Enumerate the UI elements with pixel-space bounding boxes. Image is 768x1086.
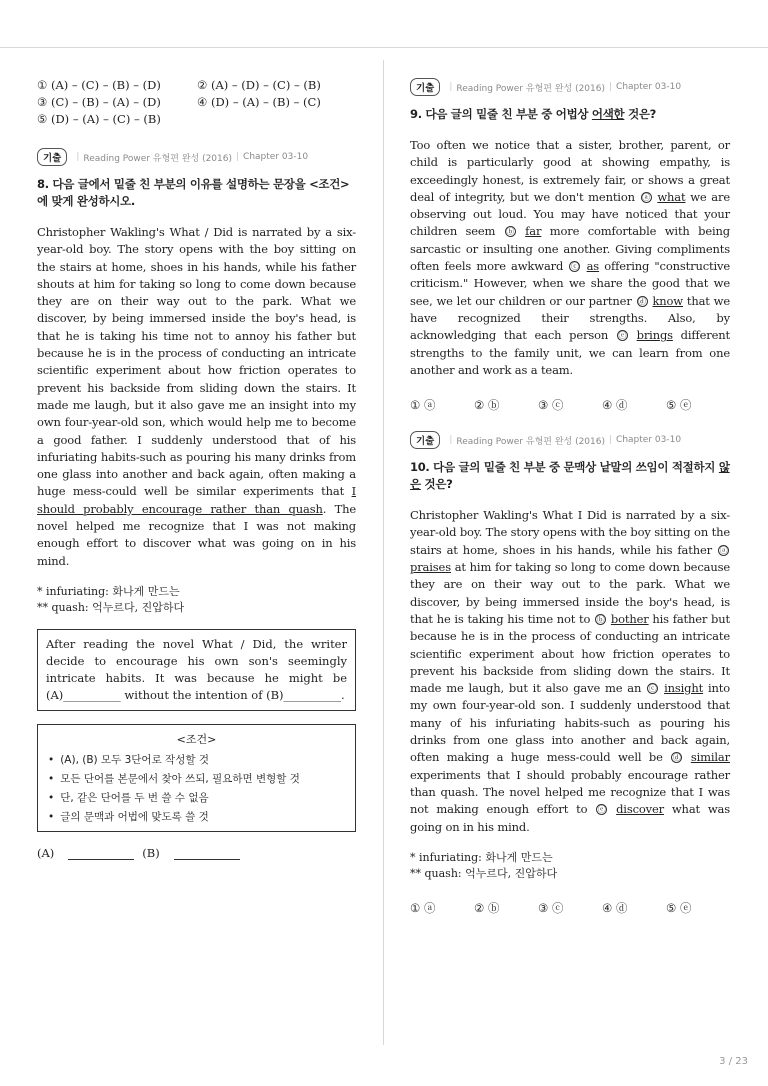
marker-d: ⓓ xyxy=(638,296,646,306)
marker-b: ⓑ xyxy=(596,614,605,624)
underlined-word: discover xyxy=(616,802,664,817)
past-exam-badge: 기출 xyxy=(410,431,440,449)
q8-passage: Christopher Wakling's What / Did is narrated by a six-year-old boy. The story opens with the boy sitting on the stairs at home, shoes in his hands, while his father shouts at him for taking so long to come down because they are on their way out to the park. What we discover, by being immersed inside the boy's head, is that he is taking his time not to annoy his father but because he is in the process of conducting an intricate scientific experiment about how friction operates to prevent his backside from sliding down the stairs. It made me laugh, but it also gave me an insight into my own four-year-old son, which would help me to become a good father. I suddenly understood that of his infuriating habits-such as pouring his many drinks from one glass into another and back again, often making a huge mess-could well be similar experiments that I should probably encourage rather than quash. The novel helped me recognize that I was not making enough effort to discover what was going on in his mind. xyxy=(37,225,356,568)
q8-meta: 기출 | Reading Power 유형편 완성 (2016) | Chapter 03-10 xyxy=(37,148,356,166)
choice-3[interactable]: ③ ⓒ xyxy=(538,398,564,413)
marker-b: ⓑ xyxy=(506,227,515,237)
header-rule xyxy=(0,47,768,48)
marker-c: ⓒ xyxy=(570,262,579,272)
choice-2[interactable]: ② ⓑ xyxy=(474,900,500,915)
underlined-word: insight xyxy=(664,681,704,696)
choice-1[interactable]: ① ⓐ xyxy=(410,900,436,915)
q10-title: 10. 다음 글의 밑줄 친 부분 중 문맥상 낱말의 쓰임이 적절하지 않은 것은? xyxy=(410,460,730,492)
answer-b-blank[interactable] xyxy=(174,850,240,860)
choice-5[interactable]: ⑤ ⓔ xyxy=(666,900,692,915)
choice-2[interactable]: ② (A) – (D) – (C) – (B) xyxy=(197,78,321,92)
underlined-phrase: I should probably encourage rather than quash xyxy=(37,484,356,516)
answer-a-label: (A) xyxy=(37,845,55,860)
q10-footnotes xyxy=(410,850,730,882)
conditions-list xyxy=(48,751,345,827)
footnote: ** quash: 억누르다, 진압하다 xyxy=(37,600,185,614)
choice-4[interactable]: ④ (D) – (A) – (B) – (C) xyxy=(197,95,321,109)
q9-title: 9. 다음 글의 밑줄 친 부분 중 어법상 어색한 것은? xyxy=(410,107,657,121)
choice-3[interactable]: ③ (C) – (B) – (A) – (D) xyxy=(37,95,161,109)
underlined-word: praises xyxy=(410,560,451,575)
choice-4[interactable]: ④ ⓓ xyxy=(602,398,628,413)
choice-1[interactable]: ① ⓐ xyxy=(410,398,436,413)
marker-e: ⓔ xyxy=(597,805,606,815)
condition-item: • 단, 같은 단어를 두 번 쓸 수 없음 xyxy=(48,789,345,808)
underlined-word: what xyxy=(657,189,686,204)
choice-5[interactable]: ⑤ ⓔ xyxy=(666,398,692,413)
q8-footnotes xyxy=(37,584,356,616)
q10-meta: 기출 | Reading Power 유형편 완성 (2016) | Chapter 03-10 xyxy=(410,431,730,449)
answer-b-label: (B) xyxy=(142,845,160,860)
summary-box: After reading the novel What / Did, the writer decide to encourage his own son's seemingly intricate habits. It was because he might be (A)__________ without the intention of (B)__________. xyxy=(37,629,356,711)
conditions-box xyxy=(37,724,356,832)
marker-a: ⓐ xyxy=(719,545,728,555)
q10-choices xyxy=(410,900,730,916)
chapter-label: Chapter 03-10 xyxy=(243,152,309,162)
q9-meta: 기출 | Reading Power 유형편 완성 (2016) | Chapter 03-10 xyxy=(410,78,730,96)
underlined-word: bother xyxy=(610,611,649,626)
footnote: * infuriating: 화나게 만드는 xyxy=(37,584,180,598)
condition-item: • 글의 문맥과 어법에 맞도록 쓸 것 xyxy=(48,808,345,827)
choice-5[interactable]: ⑤ (D) – (A) – (C) – (B) xyxy=(37,112,161,126)
past-exam-badge: 기출 xyxy=(410,78,440,96)
chapter-label: Chapter 03-10 xyxy=(616,435,682,446)
underlined-word: know xyxy=(652,293,683,308)
q9-choices xyxy=(410,397,730,413)
marker-e: ⓔ xyxy=(618,331,627,341)
answer-a-blank[interactable] xyxy=(68,850,134,860)
chapter-label: Chapter 03-10 xyxy=(616,82,682,92)
footnote: * infuriating: 화나게 만드는 xyxy=(410,850,553,864)
condition-item: • (A), (B) 모두 3단어로 작성할 것 xyxy=(48,751,345,770)
source-label: Reading Power 유형편 완성 (2016) xyxy=(456,436,605,447)
answer-line xyxy=(37,846,356,860)
column-divider xyxy=(383,60,384,1045)
prev-question-choices xyxy=(37,78,356,126)
marker-a: ⓐ xyxy=(642,192,651,202)
choice-4[interactable]: ④ ⓓ xyxy=(602,900,628,915)
right-column xyxy=(410,78,730,916)
marker-d: ⓓ xyxy=(672,753,681,763)
underlined-word: similar xyxy=(690,750,730,765)
underlined-word: far xyxy=(525,224,542,239)
choice-3[interactable]: ③ ⓒ xyxy=(538,900,564,915)
page-number: 3 / 23 xyxy=(719,1056,748,1067)
choice-2[interactable]: ② ⓑ xyxy=(474,398,500,413)
q10-passage: Christopher Wakling's What I Did is narrated by a six-year-old boy. The story opens with the boy sitting on the stairs at home, shoes in his hands, while his father ⓐ praises at him for taking so long to come down because they are on their way out to the park. What we discover, by being immersed inside the boy's head, is that he is taking his time not to ⓑ bother his father but because he is in the process of conducting an intricate scientific experiment about how friction operates to prevent his backside from sliding down the stairs. It made me laugh, but it also gave me an ⓒ insight into my own four-year-old son. I suddenly understood that many of his infuriating habits-such as pouring his drinks from one glass into another and back again, often making a huge mess-could well be ⓓ similar experiments that I should probably encourage rather than quash. The novel helped me recognize that I was not making enough effort to ⓔ discover what was going on in his mind. xyxy=(410,508,731,834)
past-exam-badge: 기출 xyxy=(37,148,67,166)
underlined-word: as xyxy=(586,259,600,274)
conditions-title: <조건> xyxy=(176,732,217,746)
marker-c: ⓒ xyxy=(648,684,657,694)
condition-item: • 모든 단어를 본문에서 찾아 쓰되, 필요하면 변형할 것 xyxy=(48,770,345,789)
underlined-word: brings xyxy=(636,328,673,343)
source-label: Reading Power 유형편 완성 (2016) xyxy=(83,153,232,164)
q9-passage: Too often we notice that a sister, brother, parent, or child is particularly good at showing empathy, is exceedingly honest, is extremely fair, or shows a great deal of integrity, but we don't mention ⓐ what we are observing out loud. You may have noticed that your children seem ⓑ far more comfortable with being sarcastic or insulting one another. Giving compliments often feels more awkward ⓒ as offering "constructive criticism." However, when we share the good that we see, we let our children or our partner ⓓ know that we have recognized their strengths. Also, by acknowledging that each person ⓔ brings different strengths to the family unit, we can learn from one another and work as a team. xyxy=(410,138,730,377)
source-label: Reading Power 유형편 완성 (2016) xyxy=(456,83,605,94)
left-column xyxy=(37,78,356,860)
choice-1[interactable]: ① (A) – (C) – (B) – (D) xyxy=(37,78,161,92)
q8-title: 8. 다음 글에서 밑줄 친 부분의 이유를 설명하는 문장을 <조건>에 맞게 완성하시오. xyxy=(37,177,350,208)
footnote: ** quash: 억누르다, 진압하다 xyxy=(410,866,558,880)
